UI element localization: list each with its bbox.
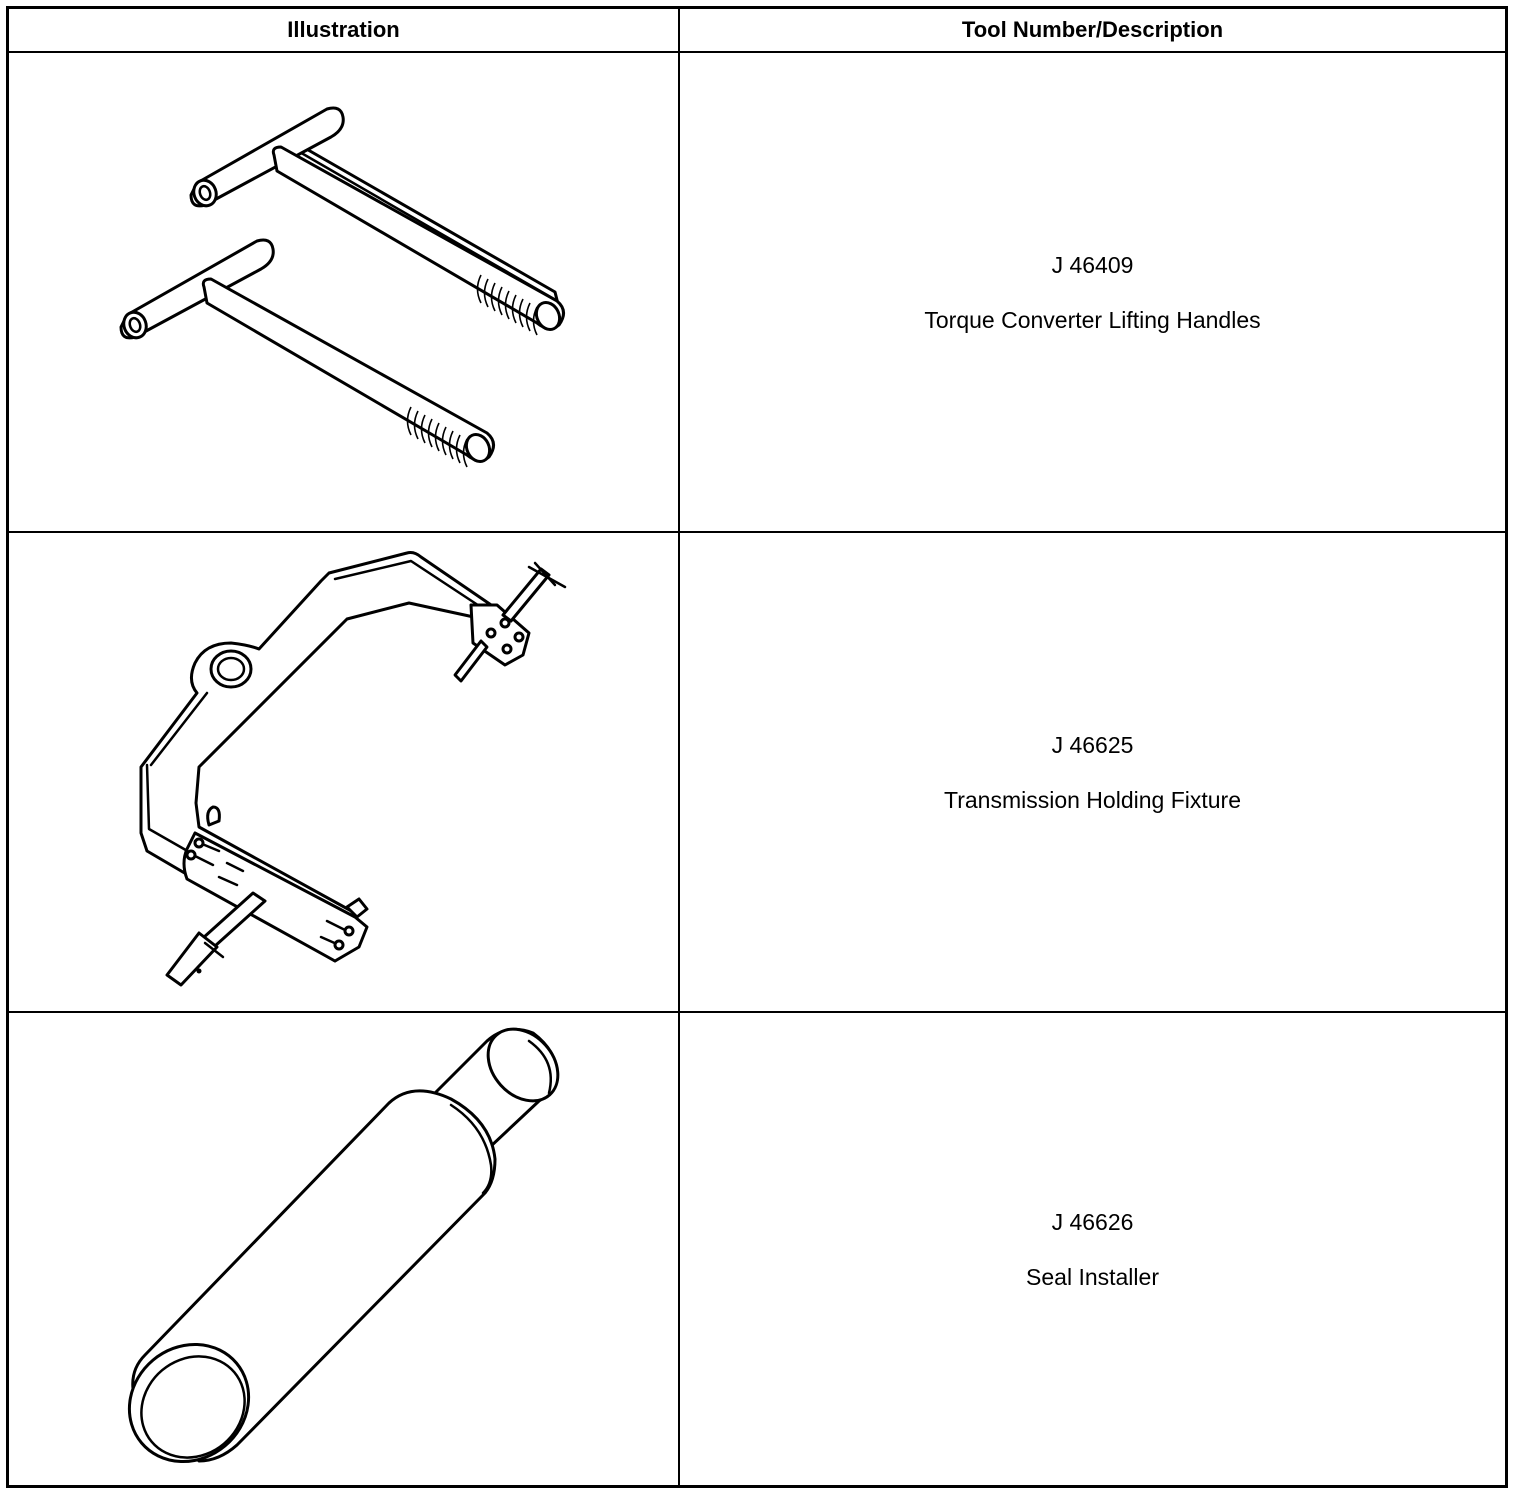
special-tools-table: [6, 6, 1508, 1488]
illustration-cell: [9, 1013, 678, 1485]
holding-fixture-bracket-icon: [9, 533, 678, 1011]
t-handle-lifting-handles-icon: [9, 53, 678, 531]
illustration-cell: [9, 533, 678, 1011]
table-row: [9, 1013, 1505, 1485]
table-row: [9, 533, 1505, 1013]
tool-number: J 46626: [1051, 1208, 1134, 1235]
tool-description-cell: [680, 533, 1505, 1011]
tool-description: Torque Converter Lifting Handles: [924, 306, 1261, 333]
table-row: [9, 53, 1505, 533]
tool-description: Seal Installer: [1026, 1263, 1159, 1290]
tool-description: Transmission Holding Fixture: [944, 786, 1241, 813]
tool-number: J 46409: [1051, 251, 1134, 278]
header-tool-number-description: Tool Number/Description: [961, 17, 1224, 42]
table-header-row: [9, 9, 1505, 53]
illustration-cell: [9, 53, 678, 531]
seal-installer-cylinder-icon: [9, 1013, 678, 1485]
tool-description-cell: [680, 53, 1505, 531]
tool-number: J 46625: [1051, 731, 1134, 758]
tool-description-cell: [680, 1013, 1505, 1485]
header-illustration: Illustration: [287, 17, 400, 42]
